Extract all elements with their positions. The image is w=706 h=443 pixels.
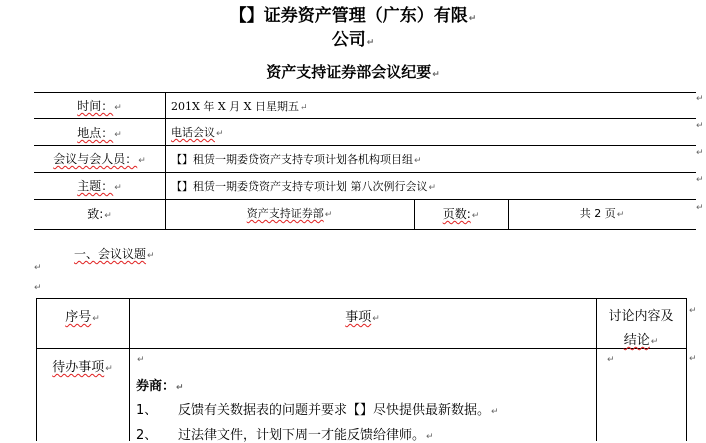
info-table-rule [34, 199, 696, 200]
end-of-row-mark: ↵ [696, 121, 704, 131]
to-value: 资产支持证券部↵ [246, 207, 333, 220]
end-of-row-mark: ↵ [696, 94, 704, 104]
row-label-pending: 待办事项↵ [52, 360, 113, 375]
end-of-row-mark: ↵ [696, 175, 704, 185]
empty-paragraph-mark: ↵ [34, 263, 42, 273]
agenda-item-number: 1、 [136, 403, 158, 418]
doc-title: 【】证券资产管理（广东）有限↵ [229, 6, 477, 26]
empty-paragraph-mark: ↵ [34, 283, 42, 293]
info-table-bottom-rule [34, 229, 696, 230]
info-table-rule [34, 118, 696, 119]
info-table-rule [34, 145, 696, 146]
time-label: 时间：↵ [77, 99, 122, 113]
end-of-row-mark: ↵ [696, 203, 704, 213]
doc-title-line2: 公司↵ [331, 30, 375, 50]
end-of-row-mark: ↵ [696, 148, 704, 158]
doc-subtitle: 资产支持证券部会议纪要↵ [266, 63, 440, 81]
end-of-row-mark: ↵ [689, 306, 697, 316]
time-value: 201X 年 X 月 X 日星期五↵ [171, 100, 308, 113]
agenda-col-number: 序号↵ [65, 310, 100, 325]
to-label: 致:↵ [87, 207, 112, 221]
topic-value: 【】租赁一期委贷资产支持专项计划 第八次例行会议↵ [171, 180, 437, 193]
attendees-value: 【】租赁一期委贷资产支持专项计划各机构项目组↵ [171, 153, 422, 166]
agenda-table-right-edge [686, 298, 687, 441]
place-value: 电话会议↵ [171, 126, 224, 139]
empty-paragraph-mark: ↵ [607, 355, 615, 365]
info-table-rule [34, 172, 696, 173]
agenda-item-number: 2、 [136, 428, 158, 443]
agenda-table-top-rule [36, 298, 686, 299]
agenda-item-text: 过法律文件，计划下周一才能反馈给律师。↵ [178, 428, 434, 443]
agenda-table-rule [36, 348, 686, 349]
attendees-label: 会议与会人员：↵ [53, 152, 146, 166]
agenda-col-item: 事项↵ [345, 310, 380, 325]
topic-label: 主题：↵ [77, 179, 122, 193]
info-table-top-rule [34, 92, 696, 93]
agenda-item-text: 反馈有关数据表的问题并要求【】尽快提供最新数据。↵ [178, 403, 499, 418]
end-of-row-mark: ↵ [689, 354, 697, 364]
empty-paragraph-mark: ↵ [137, 355, 145, 365]
place-label: 地点：↵ [77, 126, 122, 140]
pages-label: 页数:↵ [442, 207, 480, 221]
pages-value: 共 2 页↵ [579, 207, 625, 220]
agenda-col-result-line2: 结论↵ [623, 333, 659, 348]
section-heading: 一、会议议题↵ [74, 247, 155, 261]
agenda-col-result: 讨论内容及 [608, 309, 674, 324]
party-label: 券商：↵ [136, 379, 184, 394]
